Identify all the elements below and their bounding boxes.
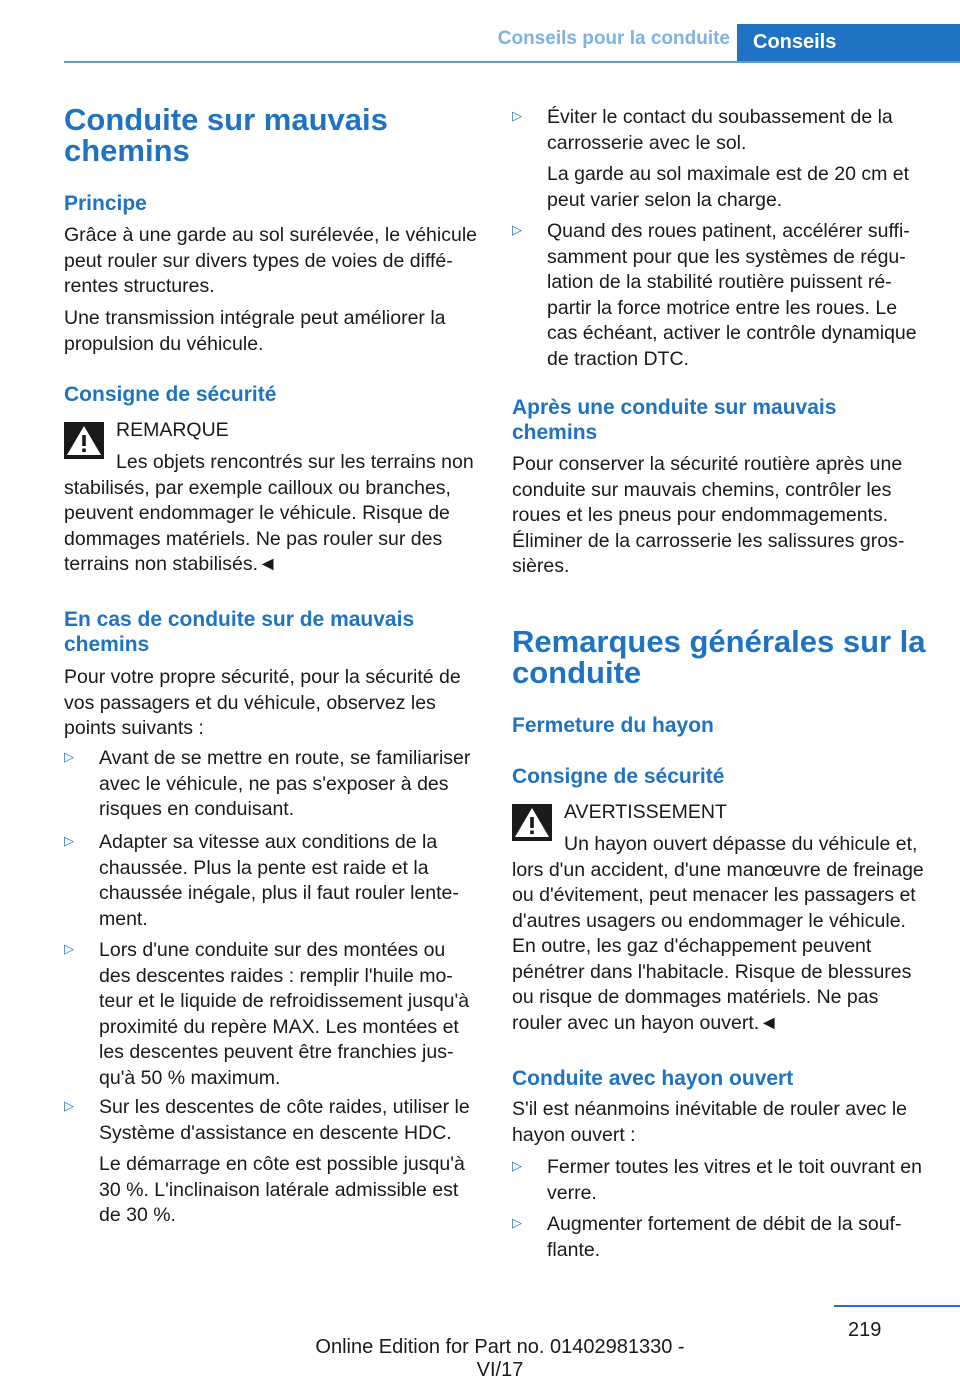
list-item-text: Augmenter fortement de débit de la soufflante.	[547, 1213, 902, 1261]
principe-paragraph-2: Une transmission intégrale peut améliorer la propulsion du véhicule.	[64, 307, 446, 355]
bullet-triangle-icon: ▷	[512, 1215, 522, 1230]
bullet-triangle-icon: ▷	[64, 749, 74, 764]
principe-paragraph-1: Grâce à une garde au sol surélevée, le véhicule peut rouler sur divers types de voies de différentes structures.	[64, 224, 478, 297]
bullet-triangle-icon: ▷	[512, 222, 522, 237]
list-item-text: Adapter sa vitesse aux conditions de la chaussée. Plus la pente est raide et la chaussée inégale, plus il faut rouler lentement.	[99, 831, 459, 930]
general-remarks-title: Remarques générales sur la conduite	[512, 624, 926, 690]
warning-label: REMARQUE	[116, 419, 229, 441]
page-number: 219	[848, 1319, 882, 1341]
list-item-text: Lors d'une conduite sur des montées ou des descentes raides : remplir l'huile moteur et le liquide de refroidissement jusqu'à proximité du repère MAX. Les montées et les descentes peuvent être franchies jusqu'à 50 % maximum.	[99, 939, 470, 1089]
bullet-triangle-icon: ▷	[64, 1098, 74, 1113]
open-tailgate-heading: Conduite avec hayon ouvert	[512, 1067, 794, 1090]
list-item-text: Fermer toutes les vitres et le toit ouvrant en verre.	[547, 1156, 922, 1204]
bullet-triangle-icon: ▷	[512, 1158, 522, 1173]
bullet-triangle-icon: ▷	[512, 108, 522, 123]
list-item-text: Avant de se mettre en route, se familiariser avec le véhicule, ne pas s'exposer à des risques en conduisant.	[99, 747, 471, 820]
warning-text: Les objets rencontrés sur les terrains non stabilisés, par exemple cailloux ou branches, peuvent endommager le véhicule. Risque de dommages matériels. Ne pas rouler sur des terrains non stabilisés.◄	[64, 451, 474, 575]
principe-heading: Principe	[64, 192, 147, 215]
bullet-triangle-icon: ▷	[64, 941, 74, 956]
bullet-triangle-icon: ▷	[64, 833, 74, 848]
list-item-text: Éviter le contact du soubassement de la carrosserie avec le sol.	[547, 106, 893, 154]
tailgate-closing-heading: Fermeture du hayon	[512, 714, 714, 737]
header-tab: Conseils	[737, 24, 960, 61]
list-item-text: Quand des roues patinent, accélérer suffisamment pour que les systèmes de régulation de la stabilité routière puissent répartir la force motrice entre les roues. Le cas échéant, activer le contrôle dynamique de traction DTC.	[547, 220, 917, 370]
warning-text-2: Un hayon ouvert dépasse du véhicule et, lors d'un accident, d'une manœuvre de freinage ou d'évitement, peut menacer les passagers et d'autres usagers ou endommager le véhicule. En outre, les gaz d'échappement peuvent pénétrer dans l'habitacle. Risque de blessures ou risque de dommages matériels. Ne pas rouler avec un hayon ouvert.◄	[512, 833, 924, 1034]
safety-heading: Consigne de sécurité	[64, 383, 277, 406]
warning-label-2: AVERTISSEMENT	[564, 801, 727, 823]
footer-rule	[834, 1305, 960, 1307]
list-item-note: Le démarrage en côte est possible jusqu'à 30 %. L'inclinaison latérale admissible est de 30 %.	[99, 1153, 465, 1226]
safety-heading-2: Consigne de sécurité	[512, 765, 725, 788]
section-title: Conduite sur mauvais chemins	[64, 102, 388, 168]
edition-footer: Online Edition for Part no. 01402981330 - VI/17	[315, 1336, 685, 1381]
open-tailgate-intro: S'il est néanmoins inévitable de rouler avec le hayon ouvert :	[512, 1098, 908, 1146]
header-rule	[64, 61, 960, 63]
rough-roads-intro: Pour votre propre sécurité, pour la sécurité de vos passagers et du véhicule, observez les points suivants :	[64, 666, 461, 739]
after-rough-roads-heading: Après une conduite sur mauvais chemins	[512, 396, 837, 444]
rough-roads-heading: En cas de conduite sur de mauvais chemins	[64, 608, 415, 656]
after-rough-roads-text: Pour conserver la sécurité routière après une conduite sur mauvais chemins, contrôler les roues et les pneus pour endommagements. Éliminer de la carrosserie les salissures grossières.	[512, 453, 905, 577]
list-item-note: La garde au sol maximale est de 20 cm et peut varier selon la charge.	[547, 163, 910, 211]
header-section-title: Conseils pour la conduite	[497, 28, 730, 49]
list-item-text: Sur les descentes de côte raides, utiliser le Système d'assistance en descente HDC.	[99, 1096, 470, 1144]
